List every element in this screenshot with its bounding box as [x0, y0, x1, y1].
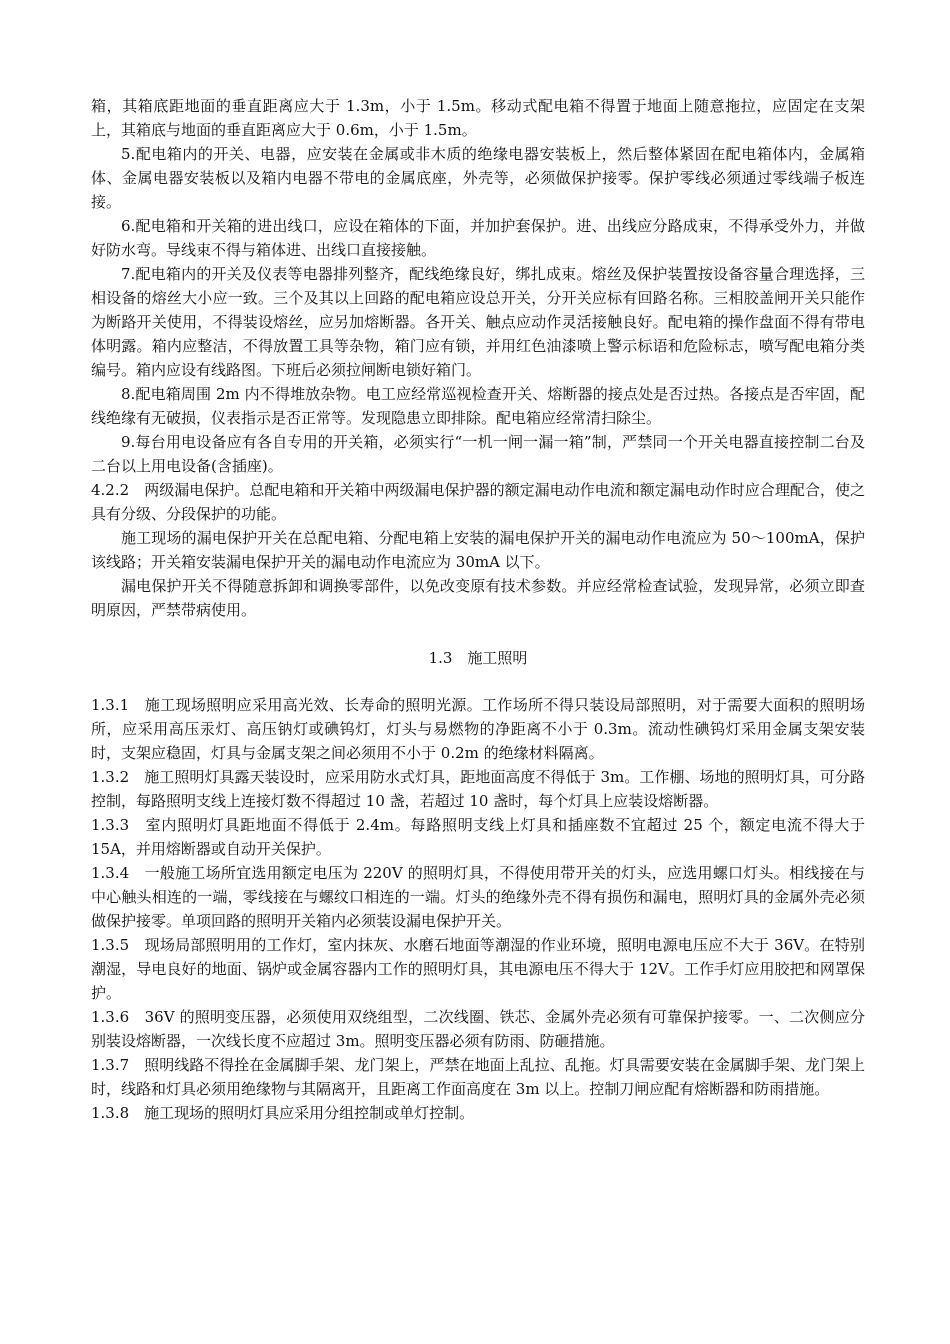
document-page — [91, 94, 865, 1125]
item-8: 8.配电箱周围 2m 内不得堆放杂物。电工应经常巡视检查开关、熔断器的接点处是否过热。各接点是否牢固，配线绝缘有无破损，仪表指示是否正常等。发现隐患立即排除。配电箱应经常清扫除尘。 — [91, 385, 865, 427]
lighting-item-1-3-5: 1.3.5 现场局部照明用的工作灯，室内抹灰、水磨石地面等潮湿的作业环境，照明电源电压应不大于 36V。在特别潮湿，导电良好的地面、锅炉或金属容器内工作的照明灯具，其电源电压不得大于 12V。工作手灯应用胶把和网罩保护。 — [91, 936, 865, 1002]
lighting-item-1-3-4: 1.3.4 一般施工场所宜选用额定电压为 220V 的照明灯具，不得使用带开关的灯头，应选用螺口灯头。相线接在与中心触头相连的一端，零线接在与螺纹口相连的一端。灯头的绝缘外壳不得有损伤和漏电，照明灯具的金属外壳必须做保护接零。单项回路的照明开关箱内必须装设漏电保护开关。 — [91, 864, 865, 930]
lighting-item-1-3-1: 1.3.1 施工现场照明应采用高光效、长寿命的照明光源。工作场所不得只装设局部照明，对于需要大面积的照明场所，应采用高压汞灯、高压钠灯或碘钨灯，灯头与易燃物的净距离不小于 0.3m。流动性碘钨灯采用金属支架安装时，支架应稳固，灯具与金属支架之间必须用不小于 0.2m 的绝缘材料隔离。 — [91, 696, 865, 762]
item-6: 6.配电箱和开关箱的进出线口，应设在箱体的下面，并加护套保护。进、出线应分路成束，不得承受外力，并做好防水弯。导线束不得与箱体进、出线口直接接触。 — [91, 217, 865, 259]
leakage-current-paragraph: 施工现场的漏电保护开关在总配电箱、分配电箱上安装的漏电保护开关的漏电动作电流应为 50～100mA，保护该线路；开关箱安装漏电保护开关的漏电动作电流应为 30mA 以下。 — [91, 529, 865, 571]
item-9: 9.每台用电设备应有各自专用的开关箱，必须实行“一机一闸一漏一箱”制，严禁同一个开关电器直接控制二台及二台以上用电设备(含插座)。 — [91, 433, 865, 475]
section-heading-lighting: 1.3 施工照明 — [428, 649, 528, 667]
leakage-maintenance-paragraph: 漏电保护开关不得随意拆卸和调换零部件，以免改变原有技术参数。并应经常检查试验，发现异常，必须立即查明原因，严禁带病使用。 — [91, 577, 865, 619]
lighting-item-1-3-7: 1.3.7 照明线路不得拴在金属脚手架、龙门架上，严禁在地面上乱拉、乱拖。灯具需要安装在金属脚手架、龙门架上时，线路和灯具必须用绝缘物与其隔离开，且距离工作面高度在 3m 以上。控制刀闸应配有熔断器和防雨措施。 — [91, 1056, 865, 1098]
lighting-item-1-3-8: 1.3.8 施工现场的照明灯具应采用分组控制或单灯控制。 — [91, 1104, 475, 1122]
paragraph-continued: 箱，其箱底距地面的垂直距离应大于 1.3m，小于 1.5m。移动式配电箱不得置于地面上随意拖拉，应固定在支架上，其箱底与地面的垂直距离应大于 0.6m，小于 1.5m。 — [91, 97, 865, 139]
item-5: 5.配电箱内的开关、电器，应安装在金属或非木质的绝缘电器安装板上，然后整体紧固在配电箱体内，金属箱体、金属电器安装板以及箱内电器不带电的金属底座，外壳等，必须做保护接零。保护零线必须通过零线端子板连接。 — [91, 145, 865, 211]
section-4-2-2: 4.2.2 两级漏电保护。总配电箱和开关箱中两级漏电保护器的额定漏电动作电流和额定漏电动作时应合理配合，使之具有分级、分段保护的功能。 — [91, 481, 865, 523]
lighting-item-1-3-6: 1.3.6 36V 的照明变压器，必须使用双绕组型，二次线圈、铁芯、金属外壳必须有可靠保护接零。一、二次侧应分别装设熔断器，一次线长度不应超过 3m。照明变压器必须有防雨、防砸措施。 — [91, 1008, 865, 1050]
lighting-item-1-3-2: 1.3.2 施工照明灯具露天装设时，应采用防水式灯具，距地面高度不得低于 3m。工作棚、场地的照明灯具，可分路控制，每路照明支线上连接灯数不得超过 10 盏，若超过 10 盏时，每个灯具上应装设熔断器。 — [91, 768, 865, 810]
item-7: 7.配电箱内的开关及仪表等电器排列整齐，配线绝缘良好，绑扎成束。熔丝及保护装置按设备容量合理选择，三相设备的熔丝大小应一致。三个及其以上回路的配电箱应设总开关，分开关应标有回路名称。三相胶盖闸开关只能作为断路开关使用，不得装设熔丝，应另加熔断器。各开关、触点应动作灵活接触良好。配电箱的操作盘面不得有带电体明露。箱内应整洁，不得放置工具等杂物，箱门应有锁，并用红色油漆喷上警示标语和危险标志，喷写配电箱分类编号。箱内应设有线路图。下班后必须拉闸断电锁好箱门。 — [91, 265, 865, 379]
lighting-item-1-3-3: 1.3.3 室内照明灯具距地面不得低于 2.4m。每路照明支线上灯具和插座数不宜超过 25 个，额定电流不得大于 15A，并用熔断器或自动开关保护。 — [91, 816, 865, 858]
